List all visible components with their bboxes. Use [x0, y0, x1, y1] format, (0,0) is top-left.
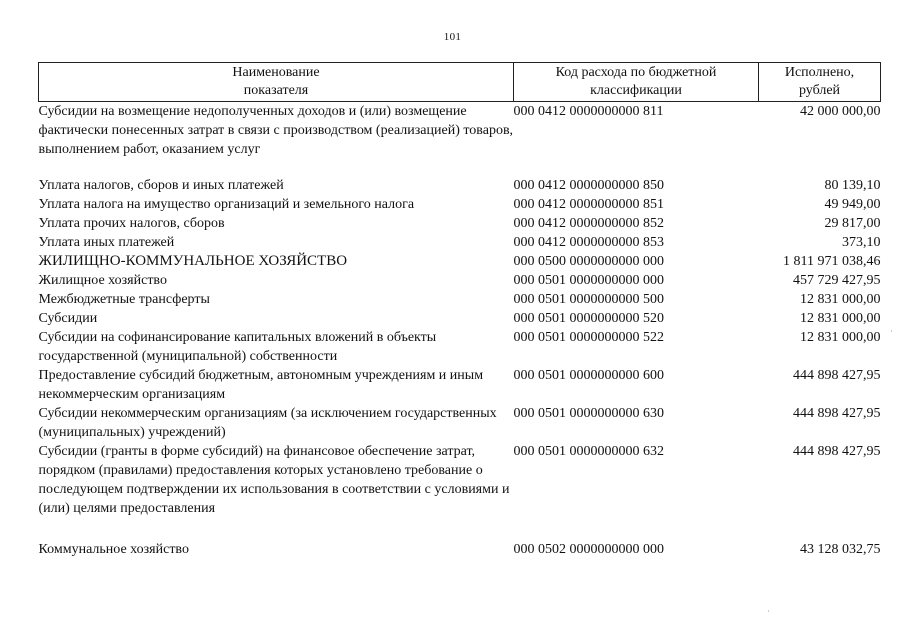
row-code: 000 0501 0000000000 632: [513, 444, 664, 459]
row-code: 000 0502 0000000000 000: [513, 542, 664, 557]
table-row: [39, 540, 881, 559]
row-name: Уплата налога на имущество организаций и земельного налога: [38, 197, 415, 212]
row-code: 000 0501 0000000000 500: [513, 292, 664, 307]
row-code: 000 0501 0000000000 000: [513, 273, 664, 288]
scan-speck: ·: [767, 606, 770, 616]
header-amount: [759, 63, 881, 102]
row-name: Жилищное хозяйство: [38, 273, 167, 288]
table-row: [39, 176, 881, 195]
row-amount: 12 831 000,00: [800, 330, 881, 345]
row-amount: 43 128 032,75: [800, 542, 881, 557]
header-name: [39, 63, 514, 102]
row-name: Субсидии на софинансирование капитальных вложений в объекты государственной (муниципальной) собственности: [38, 330, 437, 364]
row-name: Субсидии на возмещение недополученных доходов и (или) возмещение фактически понесенных затрат в связи с производством (реализацией) товаров, выполнением работ, оказанием услуг: [38, 104, 514, 157]
row-amount: 49 949,00: [824, 197, 881, 212]
row-code: 000 0501 0000000000 520: [513, 311, 664, 326]
section-name: ЖИЛИЩНО-КОММУНАЛЬНОЕ ХОЗЯЙСТВО: [38, 253, 348, 269]
table-row: [39, 404, 881, 442]
row-spacer: [39, 518, 881, 540]
row-amount: 444 898 427,95: [793, 368, 881, 383]
table-row: [39, 214, 881, 233]
table-row: [39, 366, 881, 404]
row-code: 000 0501 0000000000 600: [513, 368, 664, 383]
row-code: 000 0412 0000000000 853: [513, 235, 664, 250]
row-code: 000 0412 0000000000 850: [513, 178, 664, 193]
row-code: 000 0412 0000000000 852: [513, 216, 664, 231]
table-row: [39, 233, 881, 252]
row-name: Субсидии (гранты в форме субсидий) на финансовое обеспечение затрат, порядком (правилами) предоставления которых установлено требование о последующем подтверждении их использования в соответствии с условиями и (или) целями предоставления: [38, 444, 510, 516]
page-number: 101: [443, 31, 462, 43]
row-amount: 1 811 971 038,46: [783, 254, 881, 269]
row-code: 000 0412 0000000000 811: [513, 104, 664, 119]
row-name: Коммунальное хозяйство: [38, 542, 189, 557]
row-code: 000 0500 0000000000 000: [513, 254, 664, 269]
budget-execution-table: [38, 62, 881, 559]
row-code: 000 0412 0000000000 851: [513, 197, 664, 212]
table-row: [39, 328, 881, 366]
header-amount-text: Исполнено, рублей: [784, 65, 855, 98]
row-amount: 444 898 427,95: [793, 444, 881, 459]
table-row: [39, 309, 881, 328]
row-amount: 12 831 000,00: [800, 292, 881, 307]
table-row: [39, 271, 881, 290]
section-row: [39, 252, 881, 271]
row-name: Уплата прочих налогов, сборов: [38, 216, 225, 231]
row-amount: 29 817,00: [824, 216, 881, 231]
row-amount: 444 898 427,95: [793, 406, 881, 421]
row-amount: 12 831 000,00: [800, 311, 881, 326]
row-name: Субсидии некоммерческим организациям (за исключением государственных (муниципальных) учреждений): [38, 406, 497, 440]
row-code: 000 0501 0000000000 522: [513, 330, 664, 345]
header-name-text: Наименование показателя: [232, 65, 320, 98]
table-header-row: [39, 63, 881, 102]
row-name: Уплата налогов, сборов и иных платежей: [38, 178, 284, 193]
row-name: Субсидии: [38, 311, 98, 326]
row-amount: 42 000 000,00: [800, 104, 881, 119]
table-row: [39, 102, 881, 160]
header-code-text: Код расхода по бюджетной классификации: [555, 65, 717, 98]
table-row: [39, 290, 881, 309]
scan-speck: ·: [890, 326, 893, 336]
row-spacer: [39, 159, 881, 176]
row-amount: 373,10: [842, 235, 881, 250]
row-amount: 457 729 427,95: [793, 273, 881, 288]
row-name: Межбюджетные трансферты: [38, 292, 210, 307]
row-name: Уплата иных платежей: [38, 235, 175, 250]
row-amount: 80 139,10: [824, 178, 881, 193]
table-row: [39, 195, 881, 214]
table-row: [39, 442, 881, 518]
header-code: [514, 63, 759, 102]
row-name: Предоставление субсидий бюджетным, автономным учреждениям и иным некоммерческим организациям: [38, 368, 484, 402]
row-code: 000 0501 0000000000 630: [513, 406, 664, 421]
